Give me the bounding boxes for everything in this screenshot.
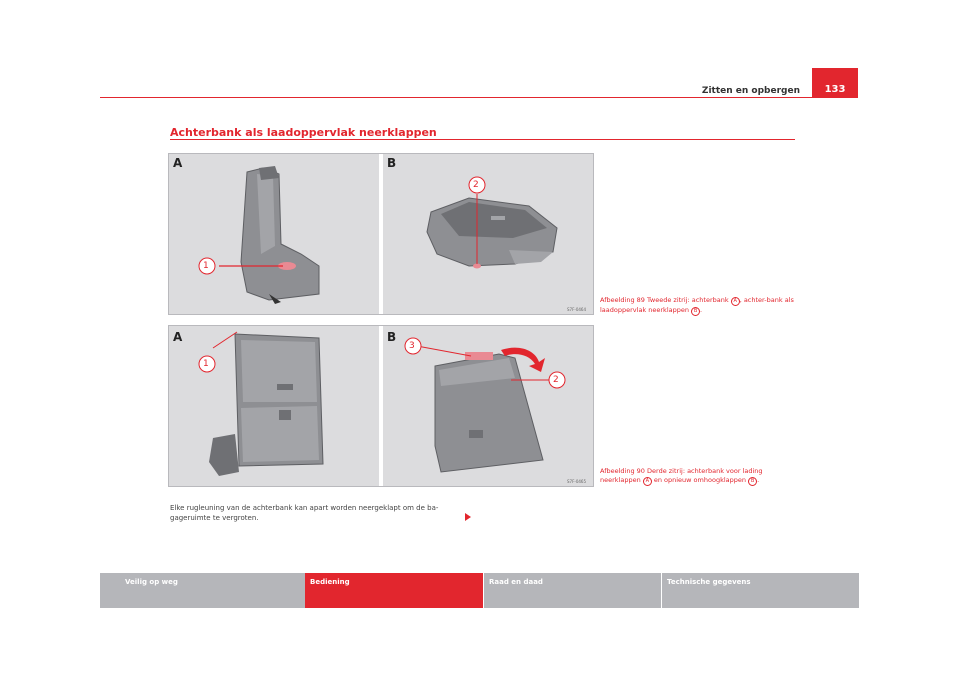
footer-tab-label: Veilig op weg: [125, 578, 178, 586]
figure-89: [168, 153, 594, 315]
footer-tab-bediening[interactable]: [305, 573, 483, 608]
figure-89-caption-middle: , achter-bank als laadoppervlak neerklappen: [600, 296, 794, 314]
figure-89-caption-prefix: Afbeelding 89 Tweede zitrij: achterbank: [600, 296, 731, 304]
figure-89-illustration: [169, 154, 593, 314]
footer-tab-raad-en-daad[interactable]: [483, 573, 661, 608]
figure-89-caption-ref-a: A: [731, 297, 740, 306]
figure-90-caption-prefix: Afbeelding 90 Derde zitrij: achterbank voor lading neerklappen: [600, 467, 763, 484]
figure-89-caption-suffix: .: [700, 306, 703, 314]
figure-90-callout-3: 3: [409, 341, 415, 351]
third-row-seat-raising-illustration: [405, 338, 565, 472]
figure-89-caption-ref-b: B: [691, 307, 700, 316]
figure-90-caption-ref-b: B: [748, 477, 757, 486]
figure-90-panel-a-label: A: [173, 330, 183, 344]
footer-tab-label: Bediening: [310, 578, 350, 586]
chapter-title: Zitten en opbergen: [701, 86, 800, 96]
figure-89-code: S7F-0464: [567, 307, 587, 312]
figure-90-code: S7F-0465: [567, 479, 587, 484]
figure-90-caption-middle: en opnieuw omhoogklappen: [651, 476, 749, 484]
figure-90-caption-suffix: .: [757, 476, 760, 484]
third-row-seat-folded-illustration: [199, 332, 323, 476]
page-number: 133: [812, 68, 858, 98]
continue-arrow-icon: [465, 513, 471, 521]
footer-tab-label: Raad en daad: [489, 578, 543, 586]
footer-tab-technische-gegevens[interactable]: [661, 573, 859, 608]
header-rule: [100, 97, 812, 98]
figure-90-callout-1: 1: [203, 359, 209, 369]
figure-90-callout-2: 2: [553, 375, 559, 385]
figure-90-illustration: [169, 326, 593, 486]
figure-90-caption: [600, 467, 795, 486]
figure-90: [168, 325, 594, 487]
figure-89-caption: [600, 296, 795, 316]
body-paragraph: Elke rugleuning van de achterbank kan apart worden neergeklapt om de ba-gageruimte te vergroten.: [170, 504, 439, 522]
figure-90-panel-b-label: B: [387, 330, 397, 344]
footer-tab-label: Technische gegevens: [667, 578, 751, 586]
section-rule: [170, 139, 795, 140]
figure-90-caption-ref-a: A: [643, 477, 652, 486]
seat-folded-illustration: [427, 177, 557, 269]
section-title: Achterbank als laadoppervlak neerklappen: [170, 126, 437, 139]
figure-89-panel-a-label: A: [173, 156, 183, 170]
figure-89-panel-b-label: B: [387, 156, 397, 170]
footer-tab-veilig-op-weg[interactable]: [100, 573, 305, 608]
seat-upright-illustration: [199, 166, 319, 304]
figure-89-callout-1: 1: [203, 261, 209, 271]
figure-89-callout-2: 2: [473, 180, 479, 190]
